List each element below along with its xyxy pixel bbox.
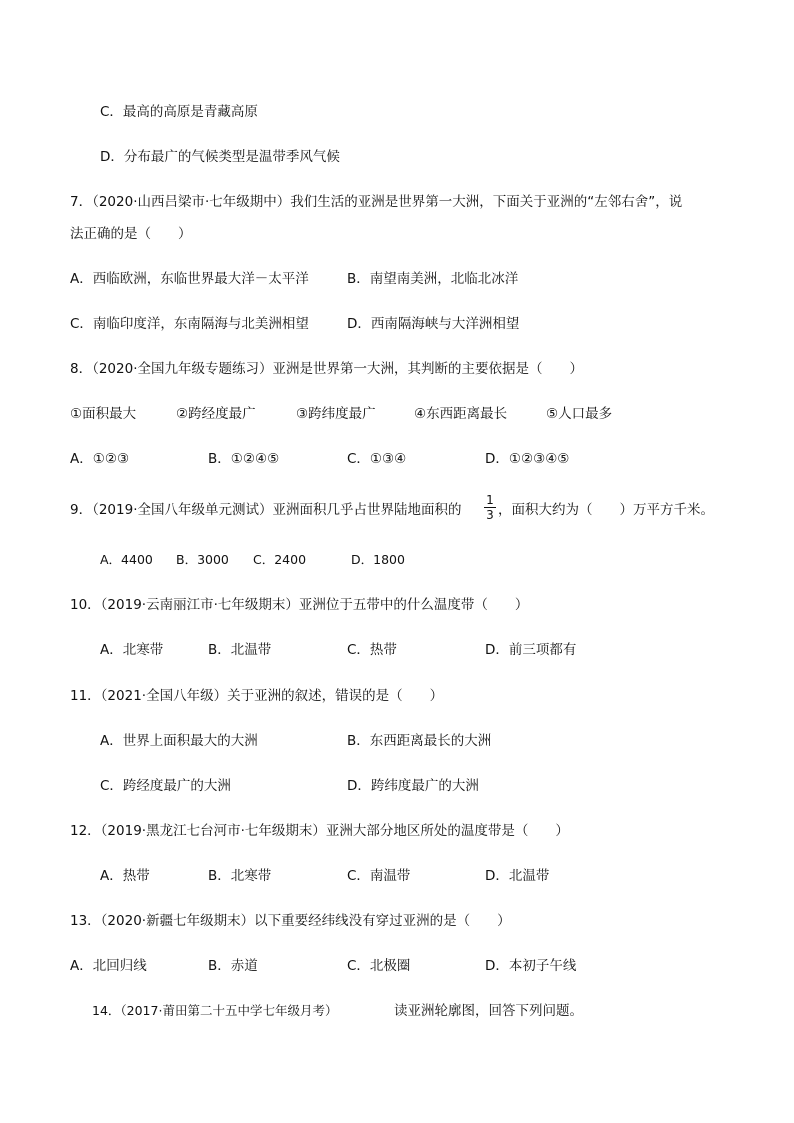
- q8-item-5: ⑤人口最多: [546, 406, 613, 422]
- q8-item-2: ②跨经度最广: [176, 406, 256, 422]
- q13-stem: 13．（2020·新疆七年级期末）以下重要经纬线没有穿过亚洲的是（ ）: [70, 913, 511, 929]
- q11-option-c: C．跨经度最广的大洲: [100, 778, 231, 794]
- q7-stem-line1: 7．（2020·山西吕梁市·七年级期中）我们生活的亚洲是世界第一大洲，下面关于亚洲的“左邻右舍”，说: [70, 194, 683, 210]
- q8-item-1: ①面积最大: [70, 406, 137, 422]
- q8-stem: 8．（2020·全国九年级专题练习）亚洲是世界第一大洲，其判断的主要依据是（ ）: [70, 361, 583, 377]
- q10-option-b: B．北温带: [208, 642, 272, 658]
- q8-option-c: C．①③④: [347, 451, 407, 467]
- q12-option-d: D．北温带: [485, 868, 550, 884]
- q14-stem: 读亚洲轮廓图，回答下列问题。: [394, 1003, 583, 1019]
- q13-option-a: A．北回归线: [70, 958, 147, 974]
- q13-option-c: C．北极圈: [347, 958, 411, 974]
- q9-option-b: B．3000: [176, 552, 229, 567]
- q11-option-a: A．世界上面积最大的大洲: [100, 733, 258, 749]
- q9-option-d: D．1800: [351, 552, 405, 567]
- q12-stem: 12．（2019·黑龙江七台河市·七年级期末）亚洲大部分地区所处的温度带是（ ）: [70, 823, 569, 839]
- q11-option-b: B．东西距离最长的大洲: [347, 733, 492, 749]
- q13-option-d: D．本初子午线: [485, 958, 577, 974]
- q9-option-a: A．4400: [100, 552, 153, 567]
- q9-option-c: C．2400: [253, 552, 307, 567]
- q12-option-a: A．热带: [100, 868, 150, 884]
- q9-fraction-numerator: 1: [486, 493, 494, 507]
- q7-option-c: C．南临印度洋，东南隔海与北美洲相望: [70, 316, 309, 332]
- q11-stem: 11．（2021·全国八年级）关于亚洲的叙述，错误的是（ ）: [70, 688, 444, 704]
- q10-stem: 10．（2019·云南丽江市·七年级期末）亚洲位于五带中的什么温度带（ ）: [70, 597, 529, 613]
- q6-option-d: D．分布最广的气候类型是温带季风气候: [100, 149, 340, 165]
- q9-fraction: [484, 494, 496, 521]
- q6-option-c: C．最高的高原是青藏高原: [100, 104, 258, 120]
- q8-option-a: A．①②③: [70, 451, 130, 467]
- q14-source: 14．（2017·莆田第二十五中学七年级月考）: [92, 1003, 338, 1018]
- q10-option-d: D．前三项都有: [485, 642, 577, 658]
- q7-stem-line2: 法正确的是（ ）: [70, 226, 192, 242]
- q8-item-4: ④东西距离最长: [414, 406, 508, 422]
- q12-option-c: C．南温带: [347, 868, 411, 884]
- q8-item-3: ③跨纬度最广: [296, 406, 376, 422]
- q9-fraction-denominator: 3: [486, 508, 494, 522]
- q10-option-a: A．北寒带: [100, 642, 164, 658]
- q12-option-b: B．北寒带: [208, 868, 272, 884]
- q7-option-b: B．南望南美洲，北临北冰洋: [347, 271, 519, 287]
- q7-option-a: A．西临欧洲，东临世界最大洋－太平洋: [70, 271, 309, 287]
- q13-option-b: B．赤道: [208, 958, 258, 974]
- q10-option-c: C．热带: [347, 642, 397, 658]
- q9-stem-after: ，面积大约为（ ）万平方千米。: [498, 502, 714, 518]
- q7-option-d: D．西南隔海峡与大洋洲相望: [347, 316, 520, 332]
- q8-option-b: B．①②④⑤: [208, 451, 280, 467]
- q9-stem-before: 9．（2019·全国八年级单元测试）亚洲面积几乎占世界陆地面积的: [70, 502, 462, 518]
- q8-option-d: D．①②③④⑤: [485, 451, 570, 467]
- q11-option-d: D．跨纬度最广的大洲: [347, 778, 479, 794]
